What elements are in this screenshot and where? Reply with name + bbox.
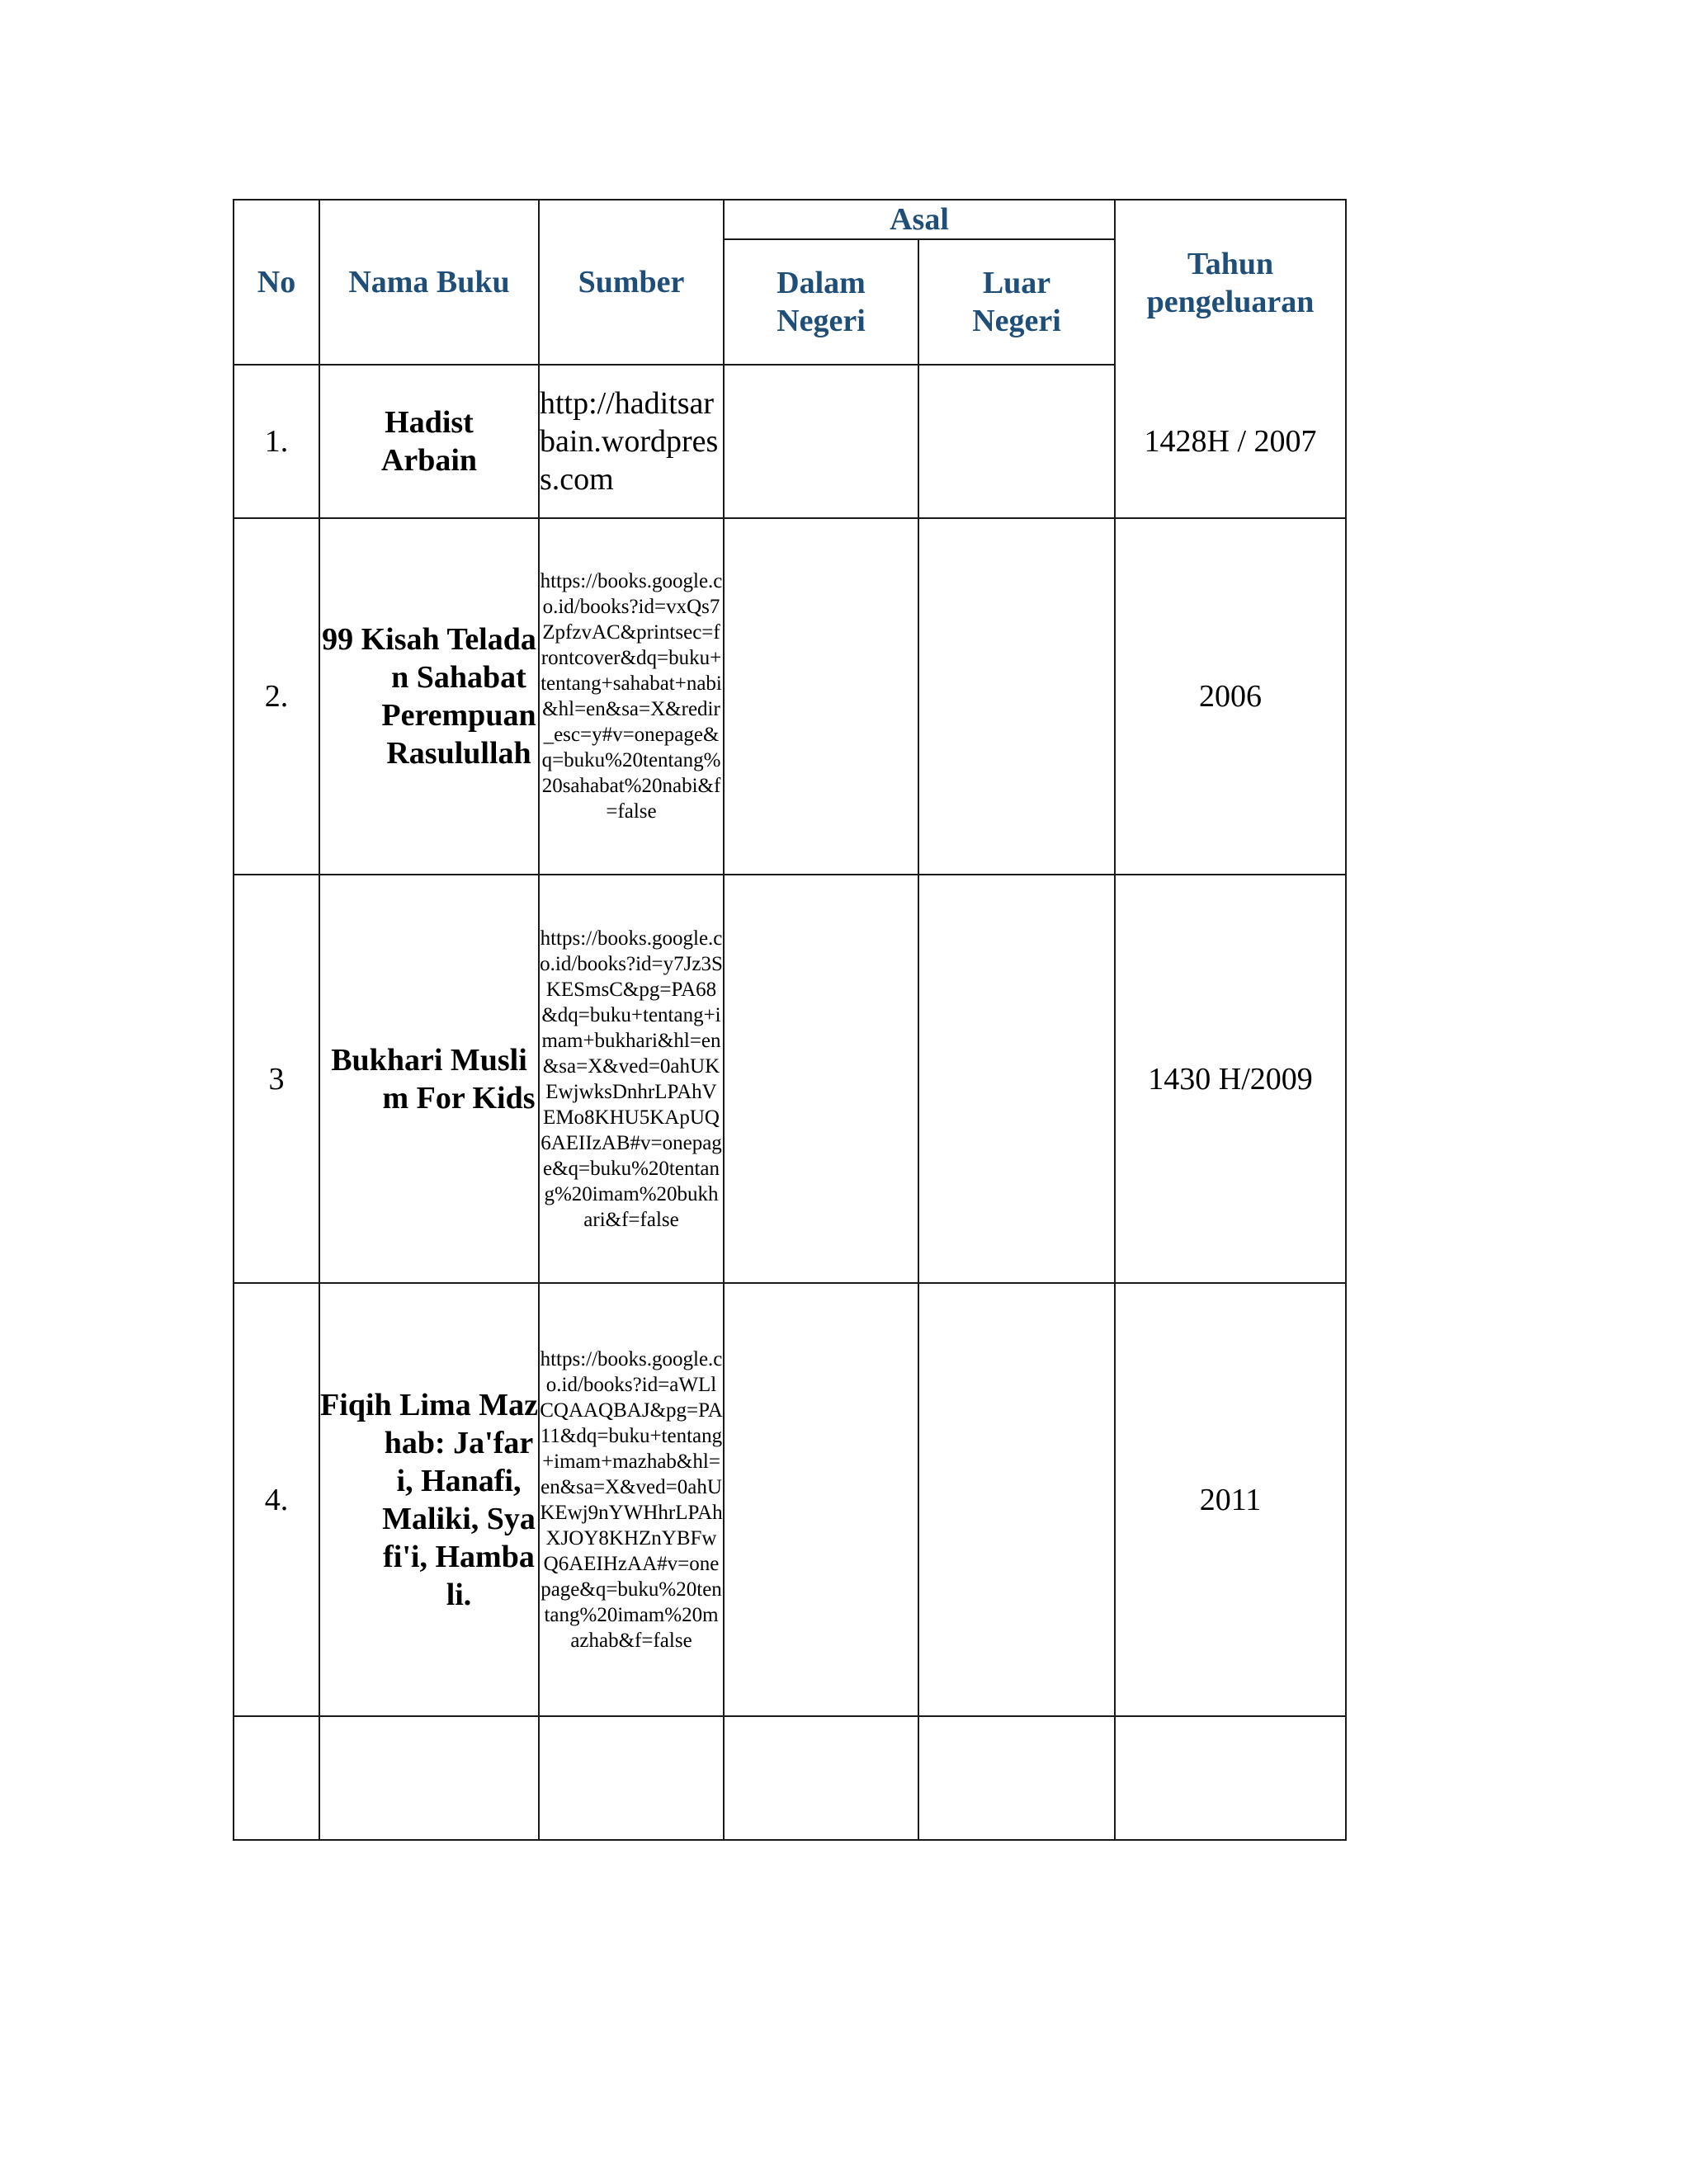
row-sumber-link[interactable]: https://books.google.co.id/books?id=y7Jz3SKESmsC&pg=PA68&dq=buku+tentang+imam+bukhari&hl=en&sa=X&ved=0ahUKEwjwksDnhrLPAhVEMo8KHU5KApUQ6AEIIzAB#v=onepage&q=buku%20tentang%20imam%20bukhari&f=false: [539, 875, 724, 1283]
row-dalam-negeri: [724, 365, 918, 518]
header-asal: Asal: [724, 200, 1115, 239]
row-luar-negeri: [918, 518, 1115, 875]
row-nama-buku: [319, 518, 539, 875]
row-no: 3: [234, 875, 319, 1283]
header-no: No: [234, 200, 319, 365]
row-luar-negeri: [918, 875, 1115, 1283]
row-dalam-negeri: [724, 518, 918, 875]
row-dalam-negeri: [724, 875, 918, 1283]
table-row: [234, 1283, 1346, 1716]
row-luar-negeri: [918, 1716, 1115, 1840]
table-row: [234, 365, 1346, 518]
table-row-empty: [234, 1716, 1346, 1840]
header-dalam-negeri: Dalam Negeri: [724, 239, 918, 365]
row-tahun: [1115, 1716, 1346, 1840]
row-dalam-negeri: [724, 1716, 918, 1840]
table-row: [234, 875, 1346, 1283]
header-row-top: [234, 200, 1346, 239]
row-nama-buku-text: Bukhari Muslim For Kids: [331, 1042, 536, 1116]
header-nama-buku: Nama Buku: [319, 200, 539, 365]
row-sumber-link[interactable]: https://books.google.co.id/books?id=aWLlCQAAQBAJ&pg=PA11&dq=buku+tentang+imam+mazhab&hl=en&sa=X&ved=0ahUKEwj9nYWHhrLPAhXJOY8KHZnYBFwQ6AEIHzAA#v=onepage&q=buku%20tentang%20imam%20mazhab&f=false: [539, 1283, 724, 1716]
row-sumber-link[interactable]: http://haditsarbain.wordpress.com: [539, 365, 724, 518]
row-nama-buku: [319, 1283, 539, 1716]
row-nama-buku: [319, 1716, 539, 1840]
header-sumber: Sumber: [539, 200, 724, 365]
row-nama-buku: Hadist Arbain: [319, 365, 539, 518]
row-luar-negeri: [918, 1283, 1115, 1716]
row-nama-buku-text: Fiqih Lima Mazhab: Ja'fari, Hanafi, Maliki, Syafi'i, Hambali.: [320, 1387, 538, 1612]
header-luar-negeri: Luar Negeri: [918, 239, 1115, 365]
row-tahun: 2011: [1115, 1283, 1346, 1716]
row-luar-negeri: [918, 365, 1115, 518]
row-tahun: 2006: [1115, 518, 1346, 875]
row-tahun: 1430 H/2009: [1115, 875, 1346, 1283]
row-dalam-negeri: [724, 1283, 918, 1716]
table-row: [234, 518, 1346, 875]
row-nama-buku: [319, 875, 539, 1283]
row-no: 1.: [234, 365, 319, 518]
row-sumber: [539, 1716, 724, 1840]
row-sumber-link[interactable]: https://books.google.co.id/books?id=vxQs7ZpfzvAC&printsec=frontcover&dq=buku+tentang+sahabat+nabi&hl=en&sa=X&redir_esc=y#v=onepage&q=buku%20tentang%20sahabat%20nabi&f=false: [539, 518, 724, 875]
row-nama-buku-text: 99 Kisah Teladan Sahabat Perempuan Rasulullah: [322, 622, 536, 771]
book-table: [233, 199, 1347, 1841]
row-no: [234, 1716, 319, 1840]
row-tahun: 1428H / 2007: [1115, 365, 1346, 518]
row-no: 4.: [234, 1283, 319, 1716]
row-no: 2.: [234, 518, 319, 875]
header-tahun: Tahun pengeluaran: [1115, 200, 1346, 365]
